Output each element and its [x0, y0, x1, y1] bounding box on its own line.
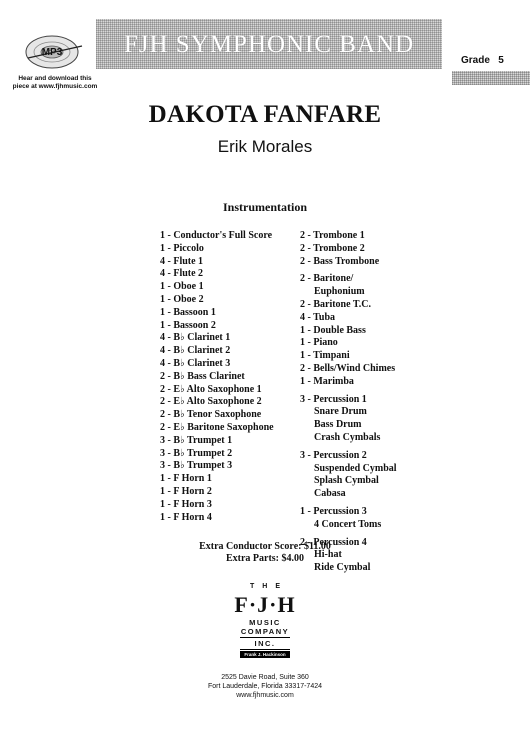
instrument-part: 1 - Bassoon 2 — [160, 319, 216, 331]
grade-text: Grade — [461, 55, 490, 66]
instrument-part: 1 - F Horn 2 — [160, 485, 212, 497]
instrument-part: 3 - Percussion 1 — [300, 393, 367, 405]
instrument-sub-part: Crash Cymbals — [314, 431, 381, 443]
instrument-part: 1 - F Horn 1 — [160, 473, 212, 485]
instrument-part: 2 - Baritone/ — [300, 273, 354, 285]
instrument-part: 1 - F Horn 3 — [160, 498, 212, 510]
instrument-part: 4 - B♭ Clarinet 3 — [160, 357, 231, 369]
instrument-part: 3 - B♭ Trumpet 1 — [160, 434, 233, 446]
instrument-part: 1 - Conductor's Full Score — [160, 230, 273, 241]
logo-rule — [240, 649, 290, 650]
instrument-sub-part: Hi-hat — [314, 549, 342, 561]
piece-title: DAKOTA FANFARE — [148, 101, 382, 128]
instrument-sub-part: Snare Drum — [314, 406, 367, 418]
instrument-part: 4 - Tuba — [300, 311, 336, 323]
composer-name: Erik Morales — [217, 137, 313, 156]
instrument-part: 4 - B♭ Clarinet 1 — [160, 332, 231, 344]
instrument-part: 1 - Oboe 2 — [160, 293, 204, 305]
extra-prices — [0, 541, 530, 564]
instrument-part: 2 - E♭ Alto Saxophone 1 — [160, 383, 262, 395]
instrument-part: 1 - Bassoon 1 — [160, 306, 216, 318]
instrument-sub-part: Ride Cymbal — [314, 562, 371, 574]
extra-conductor-score: Extra Conductor Score: $11.00 — [199, 541, 331, 552]
instrument-part: 1 - Piano — [300, 337, 338, 349]
instrument-part: 1 - Piccolo — [160, 242, 204, 254]
instrument-part: 2 - Bells/Wind Chimes — [300, 362, 396, 374]
mp3-badge-text: MP3 — [41, 47, 63, 58]
website-link[interactable]: www.fjhmusic.com — [236, 692, 294, 699]
instrument-sub-part: Splash Cymbal — [314, 475, 379, 487]
logo-top-text: THE — [250, 583, 288, 590]
instrument-part: 4 - B♭ Clarinet 2 — [160, 345, 231, 357]
instrumentation-left-column — [160, 230, 295, 524]
instrument-part: 1 - F Horn 4 — [160, 511, 212, 523]
address-line: 2525 Davie Road, Suite 360 — [221, 674, 309, 681]
instrument-part: 2 - Bass Trombone — [300, 255, 380, 267]
instrument-part: 2 - Percussion 4 — [300, 536, 367, 548]
logo-signature: Frank J. Hackinson — [240, 651, 290, 658]
grade-label — [461, 55, 504, 66]
mp3-caption — [8, 75, 102, 91]
mp3-caption-line: piece at www.fjhmusic.com — [12, 83, 98, 90]
instrument-part: 2 - Trombone 1 — [300, 230, 365, 241]
instrument-part: 1 - Marimba — [300, 375, 354, 387]
instrument-part: 4 - Flute 1 — [160, 255, 204, 267]
mp3-caption-line: Hear and download this — [18, 75, 92, 82]
instrument-sub-part: Cabasa — [314, 488, 346, 500]
instrument-part: 2 - B♭ Tenor Saxophone — [160, 409, 262, 421]
logo-word: COMPANY — [240, 627, 290, 636]
instrument-part: 2 - Trombone 2 — [300, 242, 365, 254]
instrument-part: 1 - Percussion 3 — [300, 505, 367, 517]
address-line: Fort Lauderdale, Florida 33317-7424 — [207, 683, 323, 690]
band-name: FJH SYMPHONIC BAND — [123, 31, 415, 58]
instrument-sub-part: Euphonium — [314, 286, 365, 298]
mp3-disc-icon — [22, 28, 88, 74]
grade-value: 5 — [498, 55, 504, 66]
instrument-part: 3 - B♭ Trumpet 2 — [160, 447, 233, 459]
instrumentation-heading: Instrumentation — [222, 200, 307, 214]
instrument-sub-part: Suspended Cymbal — [314, 462, 397, 474]
logo-initials: F·J·H — [234, 592, 296, 617]
publisher-address — [0, 673, 530, 700]
instrument-part: 3 - B♭ Trumpet 3 — [160, 460, 233, 472]
instrument-part: 1 - Double Bass — [300, 324, 366, 336]
instrument-part: 3 - Percussion 2 — [300, 449, 367, 461]
fjh-logo — [232, 582, 298, 658]
instrument-part: 2 - Baritone T.C. — [300, 298, 372, 310]
instrument-part: 4 - Flute 2 — [160, 268, 204, 280]
instrument-part: 2 - B♭ Bass Clarinet — [160, 370, 245, 382]
instrumentation-right-column — [300, 230, 450, 575]
grade-strip — [452, 71, 530, 85]
instrument-sub-part: Bass Drum — [314, 419, 362, 431]
instrument-part: 1 - Timpani — [300, 350, 350, 362]
instrument-part: 1 - Oboe 1 — [160, 281, 204, 293]
logo-rule — [240, 637, 290, 638]
logo-word: MUSIC — [249, 618, 281, 627]
extra-parts: Extra Parts: $4.00 — [225, 552, 305, 564]
instrument-part: 2 - E♭ Baritone Saxophone — [160, 421, 274, 433]
logo-word: INC. — [254, 639, 276, 648]
band-banner — [96, 19, 442, 69]
instrument-sub-part: 4 Concert Toms — [314, 518, 382, 530]
instrument-part: 2 - E♭ Alto Saxophone 2 — [160, 396, 262, 408]
